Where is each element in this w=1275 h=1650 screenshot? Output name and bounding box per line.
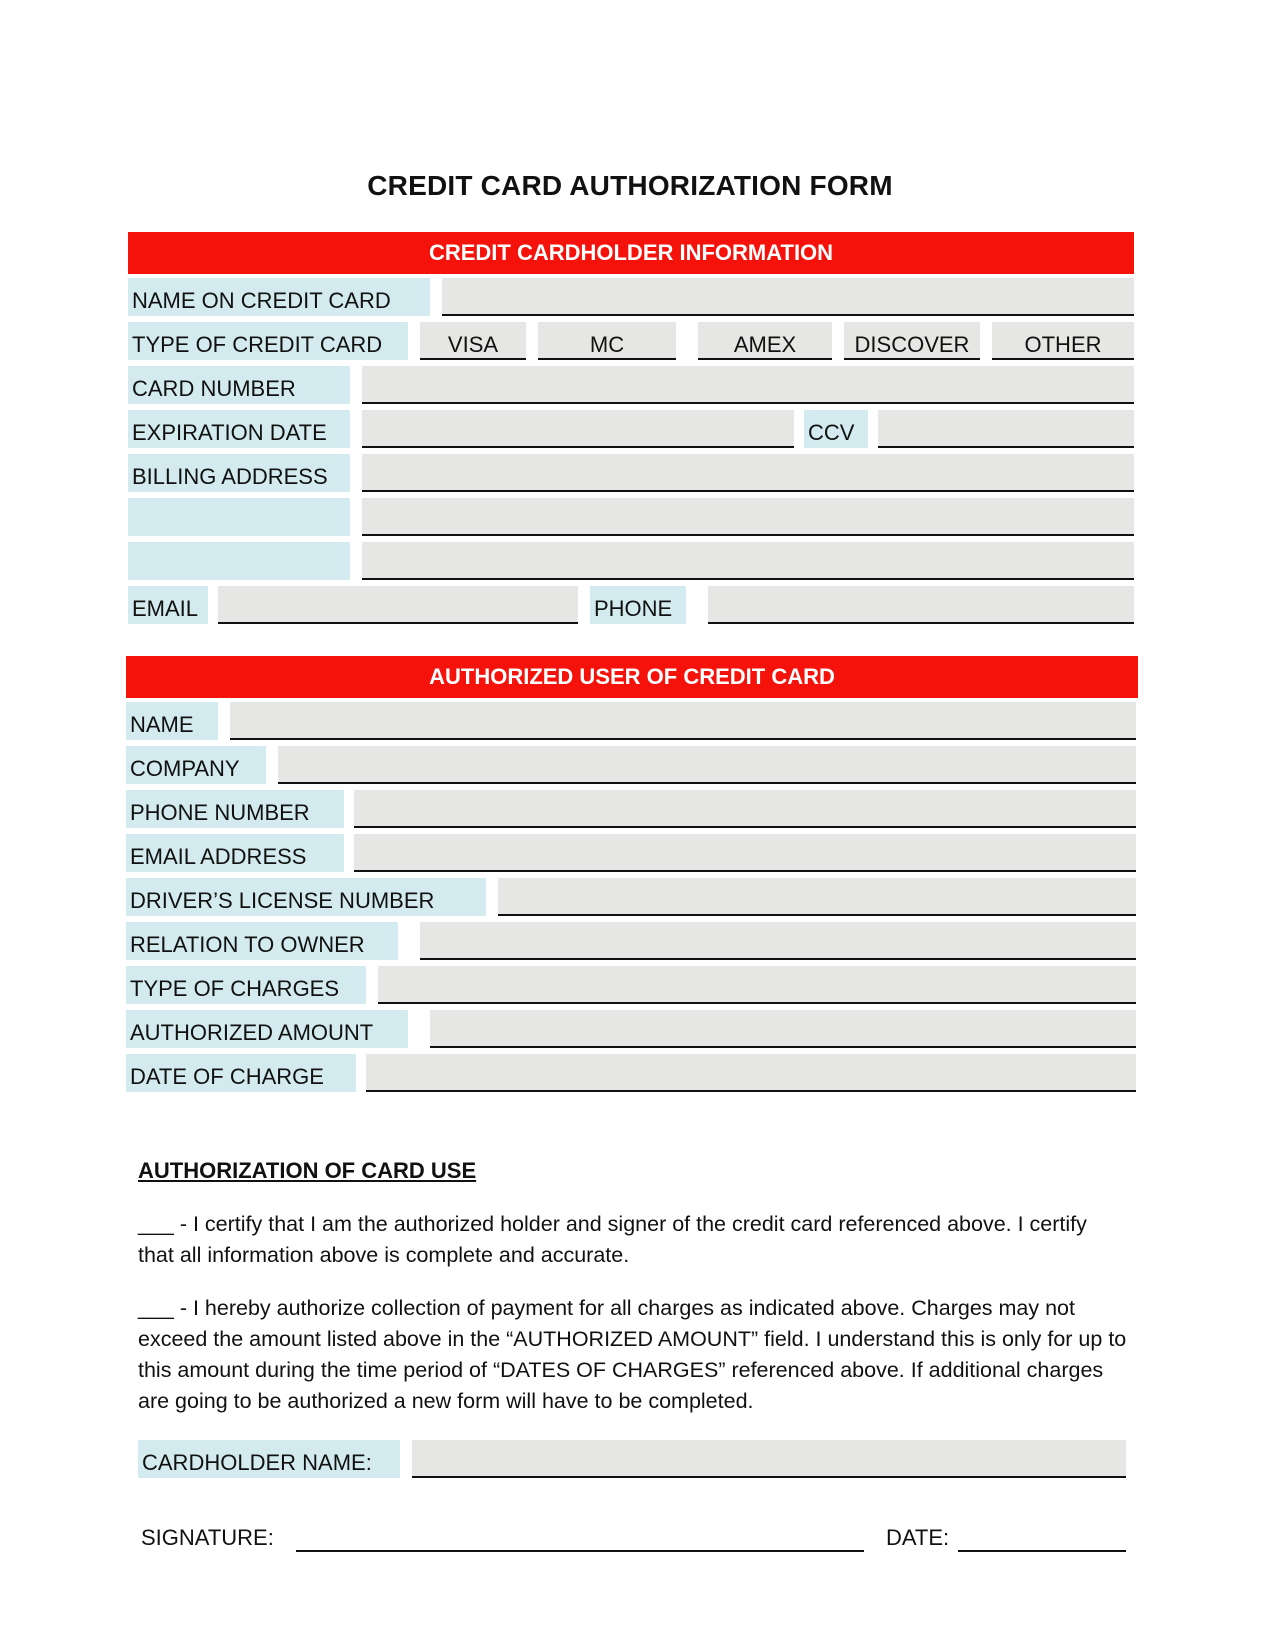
cardholder-name-field[interactable] — [412, 1440, 1126, 1478]
billing-address-line-3[interactable] — [362, 542, 1134, 580]
authorization-statement: ___ - I hereby authorize collection of payment for all charges as indicated above. Charges may not exceed the amount listed above in the “AUTHORIZED AMOUNT” field. I understand this is only for up to this amount during the time period of “DATES OF CHARGES” referenced above. If additional charges are going to be authorized a new form will have to be completed. — [138, 1296, 1127, 1413]
email-address-field[interactable] — [354, 834, 1136, 872]
date-line[interactable] — [958, 1550, 1126, 1552]
card-type-discover[interactable]: DISCOVER — [844, 322, 980, 360]
type-of-charges-label: TYPE OF CHARGES — [126, 966, 366, 1004]
card-number-field[interactable] — [362, 366, 1134, 404]
phone-label: PHONE — [590, 586, 686, 624]
card-type-mc[interactable]: MC — [538, 322, 676, 360]
cardholder-section-header: CREDIT CARDHOLDER INFORMATION — [128, 232, 1134, 274]
company-label: COMPANY — [126, 746, 266, 784]
card-type-other[interactable]: OTHER — [992, 322, 1134, 360]
billing-address-label-blank-1 — [128, 498, 350, 536]
certification-statement: ___ - I certify that I am the authorized holder and signer of the credit card referenced above. I certify that all information above is complete and accurate. — [138, 1212, 1087, 1267]
date-of-charge-label: DATE OF CHARGE — [126, 1054, 356, 1092]
card-type-amex[interactable]: AMEX — [698, 322, 832, 360]
email-address-label: EMAIL ADDRESS — [126, 834, 344, 872]
user-name-field[interactable] — [230, 702, 1136, 740]
type-of-card-label: TYPE OF CREDIT CARD — [128, 322, 408, 360]
ccv-field[interactable] — [878, 410, 1134, 448]
cardholder-name-label: CARDHOLDER NAME: — [138, 1440, 400, 1478]
email-label: EMAIL — [128, 586, 208, 624]
billing-address-label-blank-2 — [128, 542, 350, 580]
authorization-heading: AUTHORIZATION OF CARD USE — [138, 1158, 477, 1183]
phone-number-field[interactable] — [354, 790, 1136, 828]
expiration-date-field[interactable] — [362, 410, 794, 448]
billing-address-line-2[interactable] — [362, 498, 1134, 536]
email-field[interactable] — [218, 586, 578, 624]
date-of-charge-field[interactable] — [366, 1054, 1136, 1092]
date-label: DATE: — [886, 1525, 950, 1550]
company-field[interactable] — [278, 746, 1136, 784]
expiration-date-label: EXPIRATION DATE — [128, 410, 350, 448]
card-number-label: CARD NUMBER — [128, 366, 350, 404]
authorized-amount-label: AUTHORIZED AMOUNT — [126, 1010, 408, 1048]
form-title: CREDIT CARD AUTHORIZATION FORM — [367, 170, 893, 201]
drivers-license-field[interactable] — [498, 878, 1136, 916]
billing-address-label: BILLING ADDRESS — [128, 454, 350, 492]
authorized-user-section-header: AUTHORIZED USER OF CREDIT CARD — [126, 656, 1138, 698]
user-name-label: NAME — [126, 702, 218, 740]
billing-address-line-1[interactable] — [362, 454, 1134, 492]
authorized-amount-field[interactable] — [430, 1010, 1136, 1048]
name-on-card-label: NAME ON CREDIT CARD — [128, 278, 430, 316]
name-on-card-field[interactable] — [442, 278, 1134, 316]
phone-number-label: PHONE NUMBER — [126, 790, 344, 828]
signature-line[interactable] — [296, 1550, 864, 1552]
card-type-visa[interactable]: VISA — [420, 322, 526, 360]
phone-field[interactable] — [708, 586, 1134, 624]
relation-to-owner-label: RELATION TO OWNER — [126, 922, 398, 960]
drivers-license-label: DRIVER’S LICENSE NUMBER — [126, 878, 486, 916]
relation-to-owner-field[interactable] — [420, 922, 1136, 960]
ccv-label: CCV — [804, 410, 868, 448]
signature-label: SIGNATURE: — [141, 1525, 274, 1550]
type-of-charges-field[interactable] — [378, 966, 1136, 1004]
